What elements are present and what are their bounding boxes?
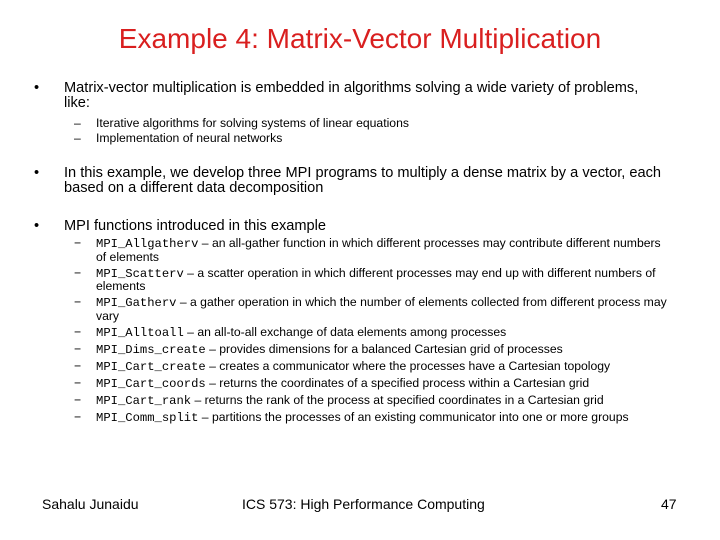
function-desc: – partitions the processes of an existing communicator into one or more groups: [198, 409, 629, 424]
function-item-cart-create: [74, 360, 674, 374]
function-desc: – a scatter operation in which different processes may end up with different numbers of elements: [96, 265, 656, 294]
function-item-cart-coords: [74, 377, 674, 391]
bullet-text: MPI functions introduced in this example: [64, 218, 327, 234]
bullet-text: In this example, we develop three MPI programs to multiply a dense matrix by a vector, each based on a different data decomposition: [64, 165, 662, 196]
function-item-gatherv: [74, 296, 674, 322]
function-marker: −: [74, 409, 82, 424]
function-list: [74, 237, 674, 428]
function-desc: – creates a communicator where the processes have a Cartesian topology: [205, 358, 611, 373]
function-name: MPI_Cart_rank: [96, 393, 192, 408]
bullet-marker: •: [34, 80, 40, 96]
sub-marker: –: [74, 131, 81, 145]
function-desc: – returns the coordinates of a specified process within a Cartesian grid: [205, 375, 590, 390]
function-desc: – an all-to-all exchange of data elements among processes: [183, 324, 507, 339]
function-name: MPI_Scatterv: [96, 266, 184, 281]
function-item-allgatherv: [74, 237, 674, 263]
function-name: MPI_Allgatherv: [96, 237, 199, 251]
function-item-comm-split: [74, 411, 674, 425]
function-desc: – returns the rank of the process at specified coordinates in a Cartesian grid: [191, 392, 604, 407]
bullet-text: Matrix-vector multiplication is embedded in algorithms solving a wide variety of problems, like:: [64, 80, 639, 111]
function-desc: – a gather operation in which the number of elements collected from different process may vary: [96, 295, 667, 323]
sub-marker: –: [74, 116, 81, 130]
function-marker: −: [74, 358, 82, 373]
function-marker: −: [74, 265, 82, 280]
bullet-marker: •: [34, 218, 40, 234]
function-desc: – provides dimensions for a balanced Cartesian grid of processes: [205, 341, 563, 356]
function-item-dims-create: [74, 343, 674, 357]
function-name: MPI_Cart_coords: [96, 376, 206, 391]
footer-author: Sahalu Junaidu: [42, 496, 139, 512]
function-marker: −: [74, 236, 82, 250]
function-item-alltoall: [74, 326, 674, 340]
function-marker: −: [74, 341, 82, 356]
function-item-cart-rank: [74, 394, 674, 408]
function-item-scatterv: [74, 267, 674, 293]
function-name: MPI_Gatherv: [96, 296, 177, 311]
function-name: MPI_Dims_create: [96, 342, 206, 357]
footer-course: ICS 573: High Performance Computing: [242, 496, 485, 512]
sub-text: Implementation of neural networks: [96, 131, 283, 145]
function-marker: −: [74, 324, 82, 339]
function-desc: – an all-gather function in which different processes may contribute different numbers of elements: [96, 236, 661, 264]
function-name: MPI_Cart_create: [96, 359, 206, 374]
slide-title: Example 4: Matrix-Vector Multiplication: [118, 23, 602, 54]
function-name: MPI_Alltoall: [96, 325, 184, 340]
function-marker: −: [74, 392, 82, 407]
footer-page-number: 47: [661, 496, 677, 512]
bullet-marker: •: [34, 165, 40, 181]
function-name: MPI_Comm_split: [96, 410, 199, 425]
sub-text: Iterative algorithms for solving systems of linear equations: [96, 116, 409, 130]
function-marker: −: [74, 375, 82, 390]
function-marker: −: [74, 295, 82, 310]
